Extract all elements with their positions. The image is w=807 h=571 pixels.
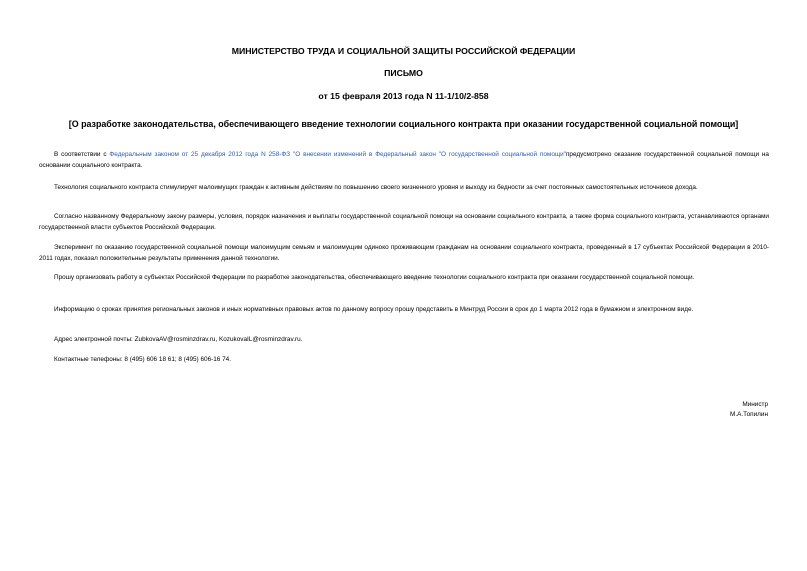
paragraph-4: Эксперимент по оказанию государственной социальной помощи малоимущим семьям и малоимущим одиноко проживающим гражданам на основании социального контракта, проведенный в 17 субъектах Российской Федерации в 2010-2011 годах, показал положительные результаты применения данной технологии. (39, 244, 769, 262)
paragraph-2: Технология социального контракта стимулирует малоимущих граждан к активным действиям по повышению своего жизненного уровня и выходу из бедности за счет постоянных самостоятельных источников дохода. (54, 184, 698, 191)
signatory-name: М.А.Топилин (730, 411, 768, 418)
paragraph-3: Согласно названному Федеральному закону размеры, условия, порядок назначения и выплаты государственной социальной помощи на основании социального контракта, а также форма социального контракта, устанавливаются органами государственной власти субъектов Российской Федерации. (39, 213, 769, 231)
ministry-heading: МИНИСТЕРСТВО ТРУДА И СОЦИАЛЬНОЙ ЗАЩИТЫ РОССИЙСКОЙ ФЕДЕРАЦИИ (231, 46, 576, 56)
email-contacts: Адрес электронной почты: ZubkovaAV@rosminzdrav.ru, KozukovaIL@rosminzdrav.ru. (54, 336, 303, 343)
paragraph-1-text-end: предусмотрено оказание государственной социальной помощи на основании социального контракта. (39, 151, 769, 169)
federal-law-link[interactable]: Федеральным законом от 25 декабря 2012 года N 258-ФЗ "О внесении изменений в Федеральный закон "О государственной социальной помощи" (109, 151, 566, 158)
paragraph-1-text-start: В соответствии с (54, 151, 110, 158)
paragraph-1 (39, 150, 769, 171)
phone-contacts: Контактные телефоны: 8 (495) 606 18 61; 8 (495) 606-16 74. (54, 356, 232, 363)
document-type-heading: ПИСЬМО (384, 68, 423, 78)
paragraph-6: Информацию о сроках принятия региональных законов и иных нормативных правовых актов по данному вопросу прошу представить в Минтруд России в срок до 1 марта 2012 года в бумажном и электронном виде. (54, 306, 694, 313)
paragraph-5: Прошу организовать работу в субъектах Российской Федерации по разработке законодательства, обеспечивающего введение технологии социального контракта при оказании государственной социальной помощи. (54, 274, 695, 281)
signatory-title: Министр (742, 401, 768, 408)
document-subject: [О разработке законодательства, обеспечивающего введение технологии социального контракта при оказании государственной социальной помощи] (68, 119, 739, 129)
document-date-number: от 15 февраля 2013 года N 11-1/10/2-858 (318, 91, 489, 101)
